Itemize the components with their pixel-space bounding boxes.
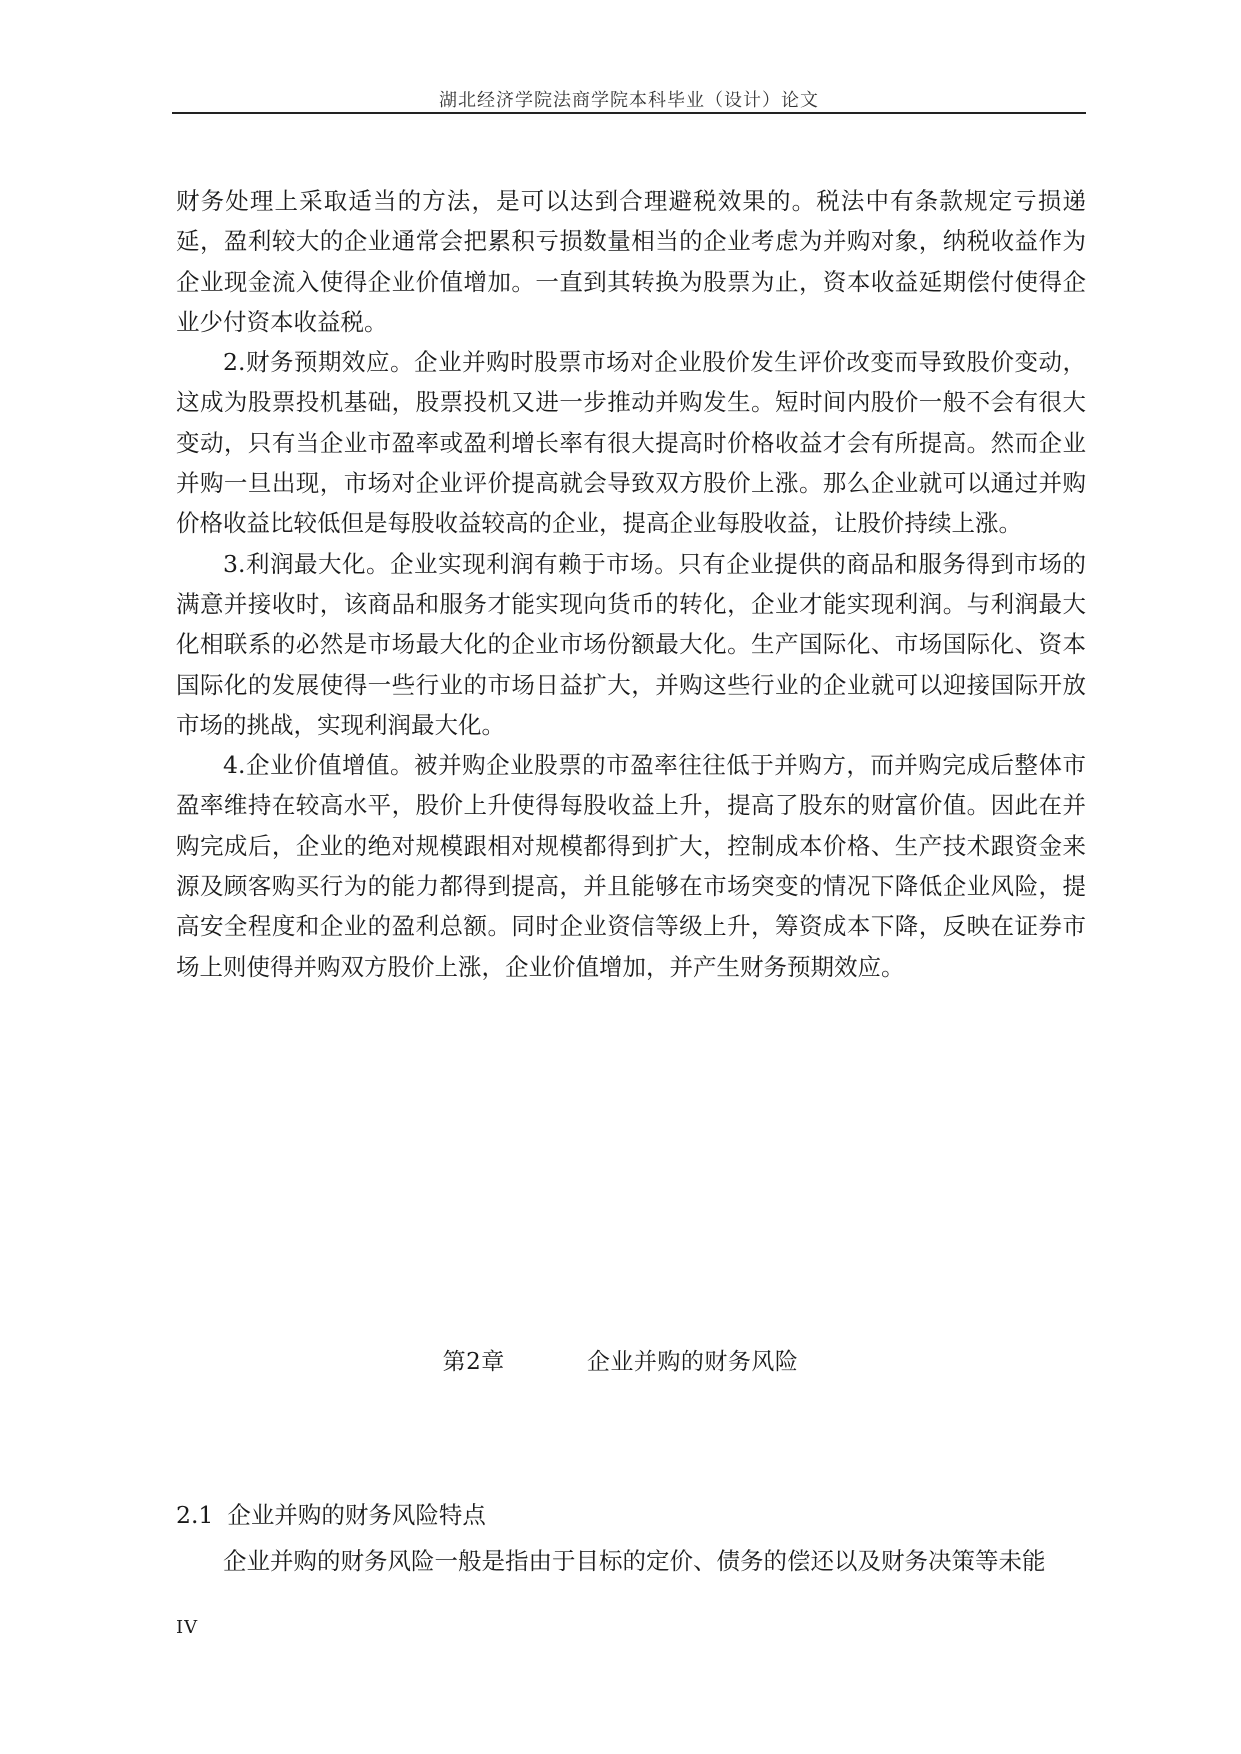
section-heading — [176, 1496, 486, 1530]
chapter-number: 第2章 — [442, 1349, 505, 1375]
body-text — [176, 181, 1086, 987]
section-title: 企业并购的财务风险特点 — [227, 1501, 486, 1529]
chapter-title — [0, 1343, 1241, 1376]
section-paragraph: 企业并购的财务风险一般是指由于目标的定价、债务的偿还以及财务决策等未能 — [223, 1547, 1046, 1575]
paragraph-financial-expectation: 2.财务预期效应。企业并购时股票市场对企业股价发生评价改变而导致股价变动，这成为股票投机基础，股票投机又进一步推动并购发生。短时间内股价一般不会有很大变动，只有当企业市盈率或盈利增长率有很大提高时价格收益才会有所提高。然而企业并购一旦出现，市场对企业评价提高就会导致双方股价上涨。那么企业就可以通过并购价格收益比较低但是每股收益较高的企业，提高企业每股收益，让股价持续上涨。 — [176, 348, 1086, 538]
page-header: 湖北经济学院法商学院本科毕业（设计）论文 — [439, 90, 819, 111]
paragraph-value-increase: 4.企业价值增值。被并购企业股票的市盈率往往低于并购方，而并购完成后整体市盈率维持在较高水平，股价上升使得每股收益上升，提高了股东的财富价值。因此在并购完成后，企业的绝对规模跟相对规模都得到扩大，控制成本价格、生产技术跟资金来源及顾客购买行为的能力都得到提高，并且能够在市场突变的情况下降低企业风险，提高安全程度和企业的盈利总额。同时企业资信等级上升，筹资成本下降，反映在证券市场上则使得并购双方股价上涨，企业价值增加，并产生财务预期效应。 — [176, 751, 1086, 981]
paragraph-continuation: 财务处理上采取适当的方法，是可以达到合理避税效果的。税法中有条款规定亏损递延，盈利较大的企业通常会把累积亏损数量相当的企业考虑为并购对象，纳税收益作为企业现金流入使得企业价值增加。一直到其转换为股票为止，资本收益延期偿付使得企业少付资本收益税。 — [176, 187, 1086, 336]
section-number: 2.1 — [176, 1501, 214, 1529]
header-rule — [172, 112, 1086, 114]
chapter-title-text: 企业并购的财务风险 — [586, 1349, 799, 1375]
page-number: IV — [176, 1617, 199, 1638]
paragraph-profit-maximization: 3.利润最大化。企业实现利润有赖于市场。只有企业提供的商品和服务得到市场的满意并接收时，该商品和服务才能实现向货币的转化，企业才能实现利润。与利润最大化相联系的必然是市场最大化的企业市场份额最大化。生产国际化、市场国际化、资本国际化的发展使得一些行业的市场日益扩大，并购这些行业的企业就可以迎接国际开放市场的挑战，实现利润最大化。 — [176, 549, 1086, 739]
